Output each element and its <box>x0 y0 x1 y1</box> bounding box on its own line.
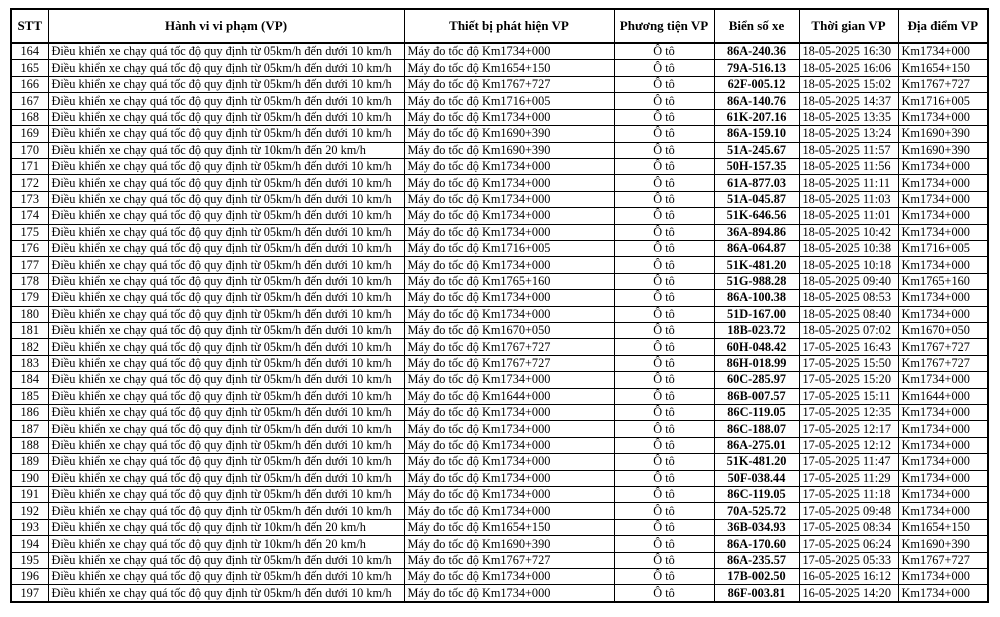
cell-device: Máy đo tốc độ Km1734+000 <box>404 421 614 437</box>
table-row <box>11 339 988 355</box>
cell-stt: 197 <box>11 585 48 602</box>
cell-vehicle: Ô tô <box>614 208 714 224</box>
cell-vehicle: Ô tô <box>614 388 714 404</box>
cell-device: Máy đo tốc độ Km1767+727 <box>404 355 614 371</box>
cell-time: 16-05-2025 16:12 <box>799 569 898 585</box>
cell-vehicle: Ô tô <box>614 372 714 388</box>
cell-time: 18-05-2025 16:30 <box>799 43 898 60</box>
table-row <box>11 224 988 240</box>
cell-location: Km1690+390 <box>898 536 988 552</box>
header-row <box>11 9 988 43</box>
cell-device: Máy đo tốc độ Km1654+150 <box>404 60 614 76</box>
cell-violation: Điều khiển xe chạy quá tốc độ quy định từ 05km/h đến dưới 10 km/h <box>48 454 404 470</box>
cell-location: Km1734+000 <box>898 470 988 486</box>
cell-location: Km1734+000 <box>898 503 988 519</box>
cell-vehicle: Ô tô <box>614 355 714 371</box>
cell-stt: 166 <box>11 76 48 92</box>
table-row <box>11 536 988 552</box>
cell-location: Km1690+390 <box>898 126 988 142</box>
table-row <box>11 519 988 535</box>
cell-plate: 86A-275.01 <box>714 437 799 453</box>
cell-device: Máy đo tốc độ Km1734+000 <box>404 175 614 191</box>
cell-stt: 176 <box>11 240 48 256</box>
cell-device: Máy đo tốc độ Km1670+050 <box>404 322 614 338</box>
cell-plate: 86A-159.10 <box>714 126 799 142</box>
cell-violation: Điều khiển xe chạy quá tốc độ quy định từ 05km/h đến dưới 10 km/h <box>48 93 404 109</box>
cell-stt: 172 <box>11 175 48 191</box>
cell-vehicle: Ô tô <box>614 306 714 322</box>
table-row <box>11 290 988 306</box>
cell-device: Máy đo tốc độ Km1690+390 <box>404 126 614 142</box>
cell-time: 17-05-2025 06:24 <box>799 536 898 552</box>
cell-time: 17-05-2025 15:20 <box>799 372 898 388</box>
cell-time: 18-05-2025 13:35 <box>799 109 898 125</box>
table-row <box>11 109 988 125</box>
cell-time: 17-05-2025 05:33 <box>799 552 898 568</box>
cell-plate: 86H-018.99 <box>714 355 799 371</box>
cell-device: Máy đo tốc độ Km1734+000 <box>404 470 614 486</box>
cell-device: Máy đo tốc độ Km1767+727 <box>404 76 614 92</box>
cell-violation: Điều khiển xe chạy quá tốc độ quy định từ 05km/h đến dưới 10 km/h <box>48 208 404 224</box>
cell-vehicle: Ô tô <box>614 191 714 207</box>
cell-violation: Điều khiển xe chạy quá tốc độ quy định từ 05km/h đến dưới 10 km/h <box>48 372 404 388</box>
cell-stt: 195 <box>11 552 48 568</box>
cell-violation: Điều khiển xe chạy quá tốc độ quy định từ 10km/h đến 20 km/h <box>48 536 404 552</box>
cell-location: Km1716+005 <box>898 93 988 109</box>
cell-time: 17-05-2025 15:50 <box>799 355 898 371</box>
cell-location: Km1734+000 <box>898 208 988 224</box>
cell-stt: 185 <box>11 388 48 404</box>
cell-vehicle: Ô tô <box>614 454 714 470</box>
cell-vehicle: Ô tô <box>614 405 714 421</box>
cell-location: Km1734+000 <box>898 405 988 421</box>
cell-stt: 181 <box>11 322 48 338</box>
cell-plate: 50H-157.35 <box>714 158 799 174</box>
cell-violation: Điều khiển xe chạy quá tốc độ quy định từ 05km/h đến dưới 10 km/h <box>48 470 404 486</box>
table-row <box>11 60 988 76</box>
cell-location: Km1734+000 <box>898 175 988 191</box>
cell-plate: 70A-525.72 <box>714 503 799 519</box>
cell-vehicle: Ô tô <box>614 421 714 437</box>
cell-location: Km1734+000 <box>898 109 988 125</box>
table-header <box>11 9 988 43</box>
header-device: Thiết bị phát hiện VP <box>404 9 614 43</box>
table-row <box>11 257 988 273</box>
cell-violation: Điều khiển xe chạy quá tốc độ quy định từ 05km/h đến dưới 10 km/h <box>48 126 404 142</box>
table-row <box>11 273 988 289</box>
cell-plate: 36B-034.93 <box>714 519 799 535</box>
cell-violation: Điều khiển xe chạy quá tốc độ quy định từ 05km/h đến dưới 10 km/h <box>48 569 404 585</box>
cell-violation: Điều khiển xe chạy quá tốc độ quy định từ 10km/h đến 20 km/h <box>48 142 404 158</box>
cell-plate: 51K-481.20 <box>714 257 799 273</box>
table-row <box>11 322 988 338</box>
cell-plate: 86C-119.05 <box>714 487 799 503</box>
cell-location: Km1734+000 <box>898 585 988 602</box>
cell-location: Km1716+005 <box>898 240 988 256</box>
cell-violation: Điều khiển xe chạy quá tốc độ quy định từ 05km/h đến dưới 10 km/h <box>48 224 404 240</box>
cell-plate: 86B-007.57 <box>714 388 799 404</box>
cell-violation: Điều khiển xe chạy quá tốc độ quy định từ 05km/h đến dưới 10 km/h <box>48 437 404 453</box>
cell-time: 18-05-2025 16:06 <box>799 60 898 76</box>
cell-location: Km1734+000 <box>898 454 988 470</box>
cell-device: Máy đo tốc độ Km1765+160 <box>404 273 614 289</box>
cell-vehicle: Ô tô <box>614 126 714 142</box>
cell-violation: Điều khiển xe chạy quá tốc độ quy định từ 05km/h đến dưới 10 km/h <box>48 257 404 273</box>
cell-time: 18-05-2025 11:01 <box>799 208 898 224</box>
cell-vehicle: Ô tô <box>614 569 714 585</box>
cell-time: 18-05-2025 08:40 <box>799 306 898 322</box>
cell-stt: 190 <box>11 470 48 486</box>
cell-time: 18-05-2025 11:03 <box>799 191 898 207</box>
cell-time: 18-05-2025 11:11 <box>799 175 898 191</box>
cell-device: Máy đo tốc độ Km1654+150 <box>404 519 614 535</box>
table-row <box>11 142 988 158</box>
cell-location: Km1654+150 <box>898 60 988 76</box>
cell-violation: Điều khiển xe chạy quá tốc độ quy định từ 05km/h đến dưới 10 km/h <box>48 240 404 256</box>
cell-time: 18-05-2025 08:53 <box>799 290 898 306</box>
table-row <box>11 306 988 322</box>
cell-device: Máy đo tốc độ Km1734+000 <box>404 405 614 421</box>
cell-stt: 189 <box>11 454 48 470</box>
cell-violation: Điều khiển xe chạy quá tốc độ quy định từ 05km/h đến dưới 10 km/h <box>48 60 404 76</box>
cell-stt: 192 <box>11 503 48 519</box>
cell-time: 17-05-2025 11:18 <box>799 487 898 503</box>
cell-vehicle: Ô tô <box>614 536 714 552</box>
cell-plate: 50F-038.44 <box>714 470 799 486</box>
cell-stt: 169 <box>11 126 48 142</box>
cell-vehicle: Ô tô <box>614 552 714 568</box>
cell-time: 17-05-2025 15:11 <box>799 388 898 404</box>
cell-time: 17-05-2025 08:34 <box>799 519 898 535</box>
cell-stt: 188 <box>11 437 48 453</box>
cell-device: Máy đo tốc độ Km1734+000 <box>404 224 614 240</box>
cell-plate: 86A-064.87 <box>714 240 799 256</box>
cell-vehicle: Ô tô <box>614 503 714 519</box>
cell-device: Máy đo tốc độ Km1734+000 <box>404 372 614 388</box>
cell-plate: 86A-140.76 <box>714 93 799 109</box>
cell-plate: 62F-005.12 <box>714 76 799 92</box>
cell-plate: 86A-100.38 <box>714 290 799 306</box>
table-row <box>11 388 988 404</box>
cell-device: Máy đo tốc độ Km1734+000 <box>404 503 614 519</box>
cell-violation: Điều khiển xe chạy quá tốc độ quy định từ 05km/h đến dưới 10 km/h <box>48 552 404 568</box>
cell-vehicle: Ô tô <box>614 224 714 240</box>
cell-location: Km1734+000 <box>898 306 988 322</box>
cell-device: Máy đo tốc độ Km1734+000 <box>404 257 614 273</box>
cell-location: Km1734+000 <box>898 487 988 503</box>
cell-stt: 191 <box>11 487 48 503</box>
cell-violation: Điều khiển xe chạy quá tốc độ quy định từ 05km/h đến dưới 10 km/h <box>48 322 404 338</box>
cell-stt: 164 <box>11 43 48 60</box>
header-stt: STT <box>11 9 48 43</box>
table-row <box>11 470 988 486</box>
cell-device: Máy đo tốc độ Km1734+000 <box>404 290 614 306</box>
table-row <box>11 585 988 602</box>
cell-location: Km1734+000 <box>898 372 988 388</box>
cell-device: Máy đo tốc độ Km1716+005 <box>404 240 614 256</box>
cell-violation: Điều khiển xe chạy quá tốc độ quy định từ 05km/h đến dưới 10 km/h <box>48 191 404 207</box>
cell-vehicle: Ô tô <box>614 470 714 486</box>
cell-plate: 86F-003.81 <box>714 585 799 602</box>
cell-time: 17-05-2025 11:29 <box>799 470 898 486</box>
cell-vehicle: Ô tô <box>614 519 714 535</box>
cell-time: 18-05-2025 14:37 <box>799 93 898 109</box>
cell-time: 17-05-2025 12:17 <box>799 421 898 437</box>
cell-location: Km1734+000 <box>898 224 988 240</box>
cell-time: 17-05-2025 11:47 <box>799 454 898 470</box>
cell-vehicle: Ô tô <box>614 437 714 453</box>
cell-plate: 60C-285.97 <box>714 372 799 388</box>
cell-plate: 61A-877.03 <box>714 175 799 191</box>
cell-stt: 196 <box>11 569 48 585</box>
cell-plate: 86C-188.07 <box>714 421 799 437</box>
cell-stt: 175 <box>11 224 48 240</box>
cell-plate: 86A-170.60 <box>714 536 799 552</box>
cell-stt: 184 <box>11 372 48 388</box>
header-time: Thời gian VP <box>799 9 898 43</box>
cell-plate: 79A-516.13 <box>714 60 799 76</box>
cell-stt: 182 <box>11 339 48 355</box>
cell-violation: Điều khiển xe chạy quá tốc độ quy định từ 05km/h đến dưới 10 km/h <box>48 158 404 174</box>
cell-location: Km1734+000 <box>898 43 988 60</box>
header-vehicle: Phương tiện VP <box>614 9 714 43</box>
cell-stt: 167 <box>11 93 48 109</box>
violation-table <box>10 8 989 603</box>
cell-vehicle: Ô tô <box>614 322 714 338</box>
cell-location: Km1644+000 <box>898 388 988 404</box>
cell-plate: 18B-023.72 <box>714 322 799 338</box>
cell-device: Máy đo tốc độ Km1690+390 <box>404 142 614 158</box>
table-row <box>11 175 988 191</box>
cell-vehicle: Ô tô <box>614 109 714 125</box>
cell-location: Km1734+000 <box>898 191 988 207</box>
cell-plate: 86C-119.05 <box>714 405 799 421</box>
cell-stt: 171 <box>11 158 48 174</box>
cell-stt: 177 <box>11 257 48 273</box>
cell-location: Km1767+727 <box>898 552 988 568</box>
cell-violation: Điều khiển xe chạy quá tốc độ quy định từ 05km/h đến dưới 10 km/h <box>48 487 404 503</box>
cell-violation: Điều khiển xe chạy quá tốc độ quy định từ 05km/h đến dưới 10 km/h <box>48 306 404 322</box>
cell-device: Máy đo tốc độ Km1644+000 <box>404 388 614 404</box>
cell-vehicle: Ô tô <box>614 175 714 191</box>
cell-device: Máy đo tốc độ Km1734+000 <box>404 208 614 224</box>
cell-time: 18-05-2025 09:40 <box>799 273 898 289</box>
cell-vehicle: Ô tô <box>614 487 714 503</box>
table-row <box>11 240 988 256</box>
cell-location: Km1767+727 <box>898 355 988 371</box>
table-body <box>11 43 988 602</box>
cell-device: Máy đo tốc độ Km1716+005 <box>404 93 614 109</box>
table-row <box>11 43 988 60</box>
cell-location: Km1767+727 <box>898 76 988 92</box>
cell-violation: Điều khiển xe chạy quá tốc độ quy định từ 05km/h đến dưới 10 km/h <box>48 503 404 519</box>
cell-stt: 193 <box>11 519 48 535</box>
cell-time: 17-05-2025 16:43 <box>799 339 898 355</box>
cell-device: Máy đo tốc độ Km1734+000 <box>404 437 614 453</box>
header-location: Địa điểm VP <box>898 9 988 43</box>
cell-device: Máy đo tốc độ Km1734+000 <box>404 191 614 207</box>
cell-vehicle: Ô tô <box>614 93 714 109</box>
cell-time: 18-05-2025 11:57 <box>799 142 898 158</box>
cell-stt: 183 <box>11 355 48 371</box>
cell-stt: 187 <box>11 421 48 437</box>
cell-vehicle: Ô tô <box>614 273 714 289</box>
table-row <box>11 421 988 437</box>
cell-plate: 51A-245.67 <box>714 142 799 158</box>
table-row <box>11 372 988 388</box>
cell-time: 18-05-2025 10:38 <box>799 240 898 256</box>
cell-stt: 179 <box>11 290 48 306</box>
cell-plate: 51A-045.87 <box>714 191 799 207</box>
cell-plate: 86A-235.57 <box>714 552 799 568</box>
cell-vehicle: Ô tô <box>614 60 714 76</box>
cell-violation: Điều khiển xe chạy quá tốc độ quy định từ 05km/h đến dưới 10 km/h <box>48 339 404 355</box>
cell-device: Máy đo tốc độ Km1690+390 <box>404 536 614 552</box>
cell-device: Máy đo tốc độ Km1734+000 <box>404 109 614 125</box>
table-row <box>11 487 988 503</box>
cell-device: Máy đo tốc độ Km1734+000 <box>404 158 614 174</box>
cell-time: 18-05-2025 11:56 <box>799 158 898 174</box>
cell-stt: 194 <box>11 536 48 552</box>
cell-plate: 61K-207.16 <box>714 109 799 125</box>
cell-vehicle: Ô tô <box>614 339 714 355</box>
table-row <box>11 569 988 585</box>
cell-vehicle: Ô tô <box>614 43 714 60</box>
cell-time: 17-05-2025 09:48 <box>799 503 898 519</box>
table-row <box>11 126 988 142</box>
cell-stt: 173 <box>11 191 48 207</box>
cell-time: 17-05-2025 12:12 <box>799 437 898 453</box>
table-row <box>11 503 988 519</box>
table-row <box>11 454 988 470</box>
cell-time: 18-05-2025 10:42 <box>799 224 898 240</box>
cell-time: 18-05-2025 07:02 <box>799 322 898 338</box>
cell-violation: Điều khiển xe chạy quá tốc độ quy định từ 05km/h đến dưới 10 km/h <box>48 421 404 437</box>
cell-time: 18-05-2025 15:02 <box>799 76 898 92</box>
cell-location: Km1734+000 <box>898 158 988 174</box>
cell-violation: Điều khiển xe chạy quá tốc độ quy định từ 05km/h đến dưới 10 km/h <box>48 405 404 421</box>
cell-location: Km1734+000 <box>898 421 988 437</box>
table-row <box>11 552 988 568</box>
cell-location: Km1734+000 <box>898 569 988 585</box>
cell-location: Km1670+050 <box>898 322 988 338</box>
cell-location: Km1765+160 <box>898 273 988 289</box>
cell-violation: Điều khiển xe chạy quá tốc độ quy định từ 05km/h đến dưới 10 km/h <box>48 273 404 289</box>
table-row <box>11 158 988 174</box>
table-row <box>11 208 988 224</box>
cell-violation: Điều khiển xe chạy quá tốc độ quy định từ 05km/h đến dưới 10 km/h <box>48 290 404 306</box>
cell-plate: 86A-240.36 <box>714 43 799 60</box>
cell-vehicle: Ô tô <box>614 142 714 158</box>
cell-location: Km1734+000 <box>898 437 988 453</box>
cell-device: Máy đo tốc độ Km1767+727 <box>404 339 614 355</box>
cell-plate: 51K-481.20 <box>714 454 799 470</box>
cell-plate: 17B-002.50 <box>714 569 799 585</box>
cell-violation: Điều khiển xe chạy quá tốc độ quy định từ 05km/h đến dưới 10 km/h <box>48 355 404 371</box>
cell-stt: 178 <box>11 273 48 289</box>
cell-violation: Điều khiển xe chạy quá tốc độ quy định từ 05km/h đến dưới 10 km/h <box>48 175 404 191</box>
cell-vehicle: Ô tô <box>614 76 714 92</box>
cell-violation: Điều khiển xe chạy quá tốc độ quy định từ 05km/h đến dưới 10 km/h <box>48 43 404 60</box>
cell-violation: Điều khiển xe chạy quá tốc độ quy định từ 05km/h đến dưới 10 km/h <box>48 388 404 404</box>
cell-device: Máy đo tốc độ Km1734+000 <box>404 487 614 503</box>
cell-violation: Điều khiển xe chạy quá tốc độ quy định từ 05km/h đến dưới 10 km/h <box>48 109 404 125</box>
cell-stt: 180 <box>11 306 48 322</box>
cell-stt: 170 <box>11 142 48 158</box>
cell-plate: 36A-894.86 <box>714 224 799 240</box>
cell-location: Km1690+390 <box>898 142 988 158</box>
cell-device: Máy đo tốc độ Km1767+727 <box>404 552 614 568</box>
cell-plate: 51K-646.56 <box>714 208 799 224</box>
cell-location: Km1767+727 <box>898 339 988 355</box>
cell-plate: 51D-167.00 <box>714 306 799 322</box>
cell-vehicle: Ô tô <box>614 257 714 273</box>
cell-time: 18-05-2025 10:18 <box>799 257 898 273</box>
cell-stt: 174 <box>11 208 48 224</box>
cell-vehicle: Ô tô <box>614 585 714 602</box>
cell-device: Máy đo tốc độ Km1734+000 <box>404 454 614 470</box>
cell-stt: 165 <box>11 60 48 76</box>
table-row <box>11 93 988 109</box>
cell-vehicle: Ô tô <box>614 240 714 256</box>
cell-plate: 60H-048.42 <box>714 339 799 355</box>
cell-time: 16-05-2025 14:20 <box>799 585 898 602</box>
table-row <box>11 405 988 421</box>
cell-device: Máy đo tốc độ Km1734+000 <box>404 585 614 602</box>
cell-violation: Điều khiển xe chạy quá tốc độ quy định từ 05km/h đến dưới 10 km/h <box>48 76 404 92</box>
table-row <box>11 437 988 453</box>
cell-device: Máy đo tốc độ Km1734+000 <box>404 43 614 60</box>
cell-plate: 51G-988.28 <box>714 273 799 289</box>
cell-violation: Điều khiển xe chạy quá tốc độ quy định từ 05km/h đến dưới 10 km/h <box>48 585 404 602</box>
cell-time: 18-05-2025 13:24 <box>799 126 898 142</box>
cell-violation: Điều khiển xe chạy quá tốc độ quy định từ 10km/h đến 20 km/h <box>48 519 404 535</box>
cell-vehicle: Ô tô <box>614 290 714 306</box>
cell-stt: 168 <box>11 109 48 125</box>
header-violation: Hành vi vi phạm (VP) <box>48 9 404 43</box>
cell-device: Máy đo tốc độ Km1734+000 <box>404 569 614 585</box>
table-row <box>11 355 988 371</box>
header-plate: Biển số xe <box>714 9 799 43</box>
cell-location: Km1734+000 <box>898 257 988 273</box>
cell-vehicle: Ô tô <box>614 158 714 174</box>
cell-location: Km1654+150 <box>898 519 988 535</box>
cell-device: Máy đo tốc độ Km1734+000 <box>404 306 614 322</box>
table-row <box>11 191 988 207</box>
cell-stt: 186 <box>11 405 48 421</box>
cell-time: 17-05-2025 12:35 <box>799 405 898 421</box>
cell-location: Km1734+000 <box>898 290 988 306</box>
table-row <box>11 76 988 92</box>
